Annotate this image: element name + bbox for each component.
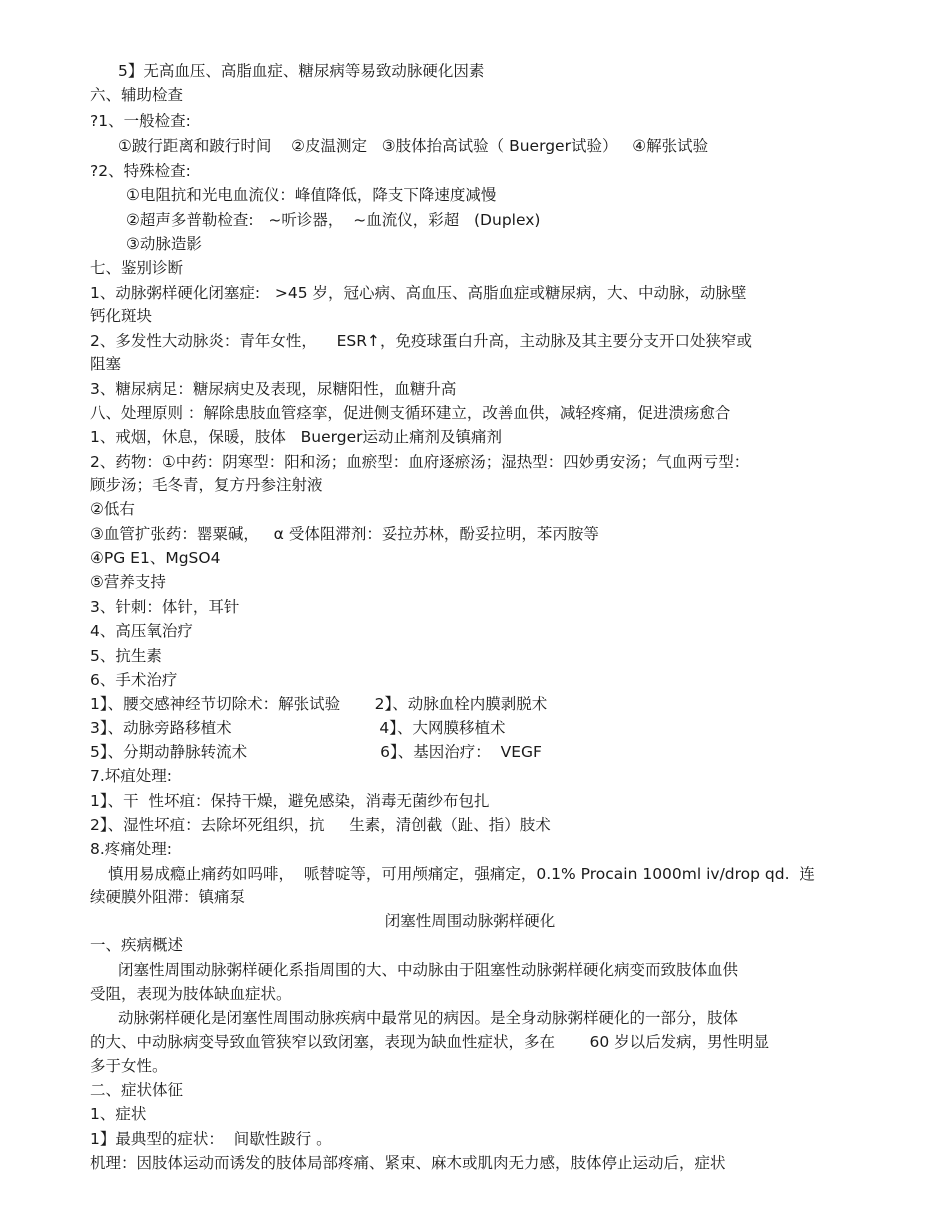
text-line: 2、药物：①中药：阴寒型：阳和汤；血瘀型：血府逐瘀汤；湿热型：四妙勇安汤；气血两亏型： [90,453,750,471]
text-line: 1、动脉粥样硬化闭塞症: >45 岁，冠心病、高血压、高脂血症或糖尿病，大、中动脉，动脉壁 [90,284,747,302]
section-heading: 二、症状体征 [90,1081,184,1099]
text-line: 机理：因肢体运动而诱发的肢体局部疼痛、紧束、麻木或肌肉无力感，肢体停止运动后，症状 [90,1154,726,1172]
text-line: 受阻，表现为肢体缺血症状。 [90,985,292,1003]
text-line: 5】、分期动静脉转流术 6】、基因治疗： VEGF [90,743,542,761]
subsection-heading: ?2、特殊检查: [90,162,191,180]
text-line: 闭塞性周围动脉粥样硬化系指周围的大、中动脉由于阻塞性动脉粥样硬化病变而致肢体血供 [118,961,739,979]
text-line: 7.坏疽处理: [90,767,173,785]
text-line: ②超声多普勒检查: ~听诊器， ~血流仪，彩超 (Duplex) [126,211,541,229]
text-line: ⑤营养支持 [90,573,166,591]
subsection-heading: ?1、一般检查: [90,112,191,130]
section-title: 闭塞性周围动脉粥样硬化 [384,912,556,930]
text-line: 动脉粥样硬化是闭塞性周围动脉疾病中最常见的病因。是全身动脉粥样硬化的一部分，肢体 [118,1009,739,1027]
text-line: 续硬膜外阻滞：镇痛泵 [90,888,246,906]
text-line: 1】最典型的症状： 间歇性跛行 。 [90,1130,332,1148]
section-heading: 七、鉴别诊断 [90,259,184,277]
text-line: 6、手术治疗 [90,671,178,689]
text-line: 4、高压氧治疗 [90,622,193,640]
section-heading: 八、处理原则 ：解除患肢血管痉挛，促进侧支循环建立，改善血供，减轻疼痛，促进溃疡愈合 [90,404,731,422]
section-heading: 一、疾病概述 [90,936,184,954]
text-line: ②低右 [90,500,135,518]
text-line: 5、抗生素 [90,647,162,665]
text-line: 3】、动脉旁路移植术 4】、大网膜移植术 [90,719,506,737]
text-line: ①跛行距离和跛行时间 ②皮温测定 ③肢体抬高试验（ Buerger试验） ④解张试验 [118,137,709,155]
text-line: 1、戒烟，休息，保暖，肢体 Buerger运动止痛剂及镇痛剂 [90,428,502,446]
section-heading: 六、辅助检查 [90,86,184,104]
text-line: 多于女性。 [90,1057,168,1075]
text-line: ④PG E1、MgSO4 [90,549,221,567]
text-line: ③动脉造影 [126,235,202,253]
text-line: 2】、湿性坏疽：去除坏死组织，抗 生素，清创截（趾、指）肢术 [90,816,551,834]
text-line: 顾步汤；毛冬青，复方丹参注射液 [90,476,323,494]
text-line: 3、糖尿病足：糖尿病史及表现，尿糖阳性，血糖升高 [90,380,457,398]
text-line: ①电阻抗和光电血流仪：峰值降低，降支下降速度减慢 [126,186,497,204]
text-line: 慎用易成瘾止痛药如吗啡， 哌替啶等，可用颅痛定，强痛定，0.1% Procain 1000ml iv/drop qd. 连 [108,865,815,883]
text-line: ③血管扩张药：罂粟碱， α 受体阻滞剂：妥拉苏林，酚妥拉明，苯丙胺等 [90,525,599,543]
text-line: 5】无高血压、高脂血症、糖尿病等易致动脉硬化因素 [118,62,485,80]
text-line: 3、针刺：体针，耳针 [90,598,240,616]
text-line: 2、多发性大动脉炎：青年女性， ESR↑，免疫球蛋白升高，主动脉及其主要分支开口处狭窄或 [90,332,752,350]
text-line: 1】、干 性坏疽：保持干燥，避免感染，消毒无菌纱布包扎 [90,792,490,810]
text-line: 8.疼痛处理: [90,840,173,858]
text-line: 1】、腰交感神经节切除术：解张试验 2】、动脉血栓内膜剥脱术 [90,695,548,713]
text-line: 的大、中动脉病变导致血管狭窄以致闭塞，表现为缺血性症状，多在 60 岁以后发病，男性明显 [90,1033,770,1051]
subsection-heading: 1、症状 [90,1105,147,1123]
text-line: 阻塞 [90,355,122,373]
text-line: 钙化斑块 [90,307,153,325]
